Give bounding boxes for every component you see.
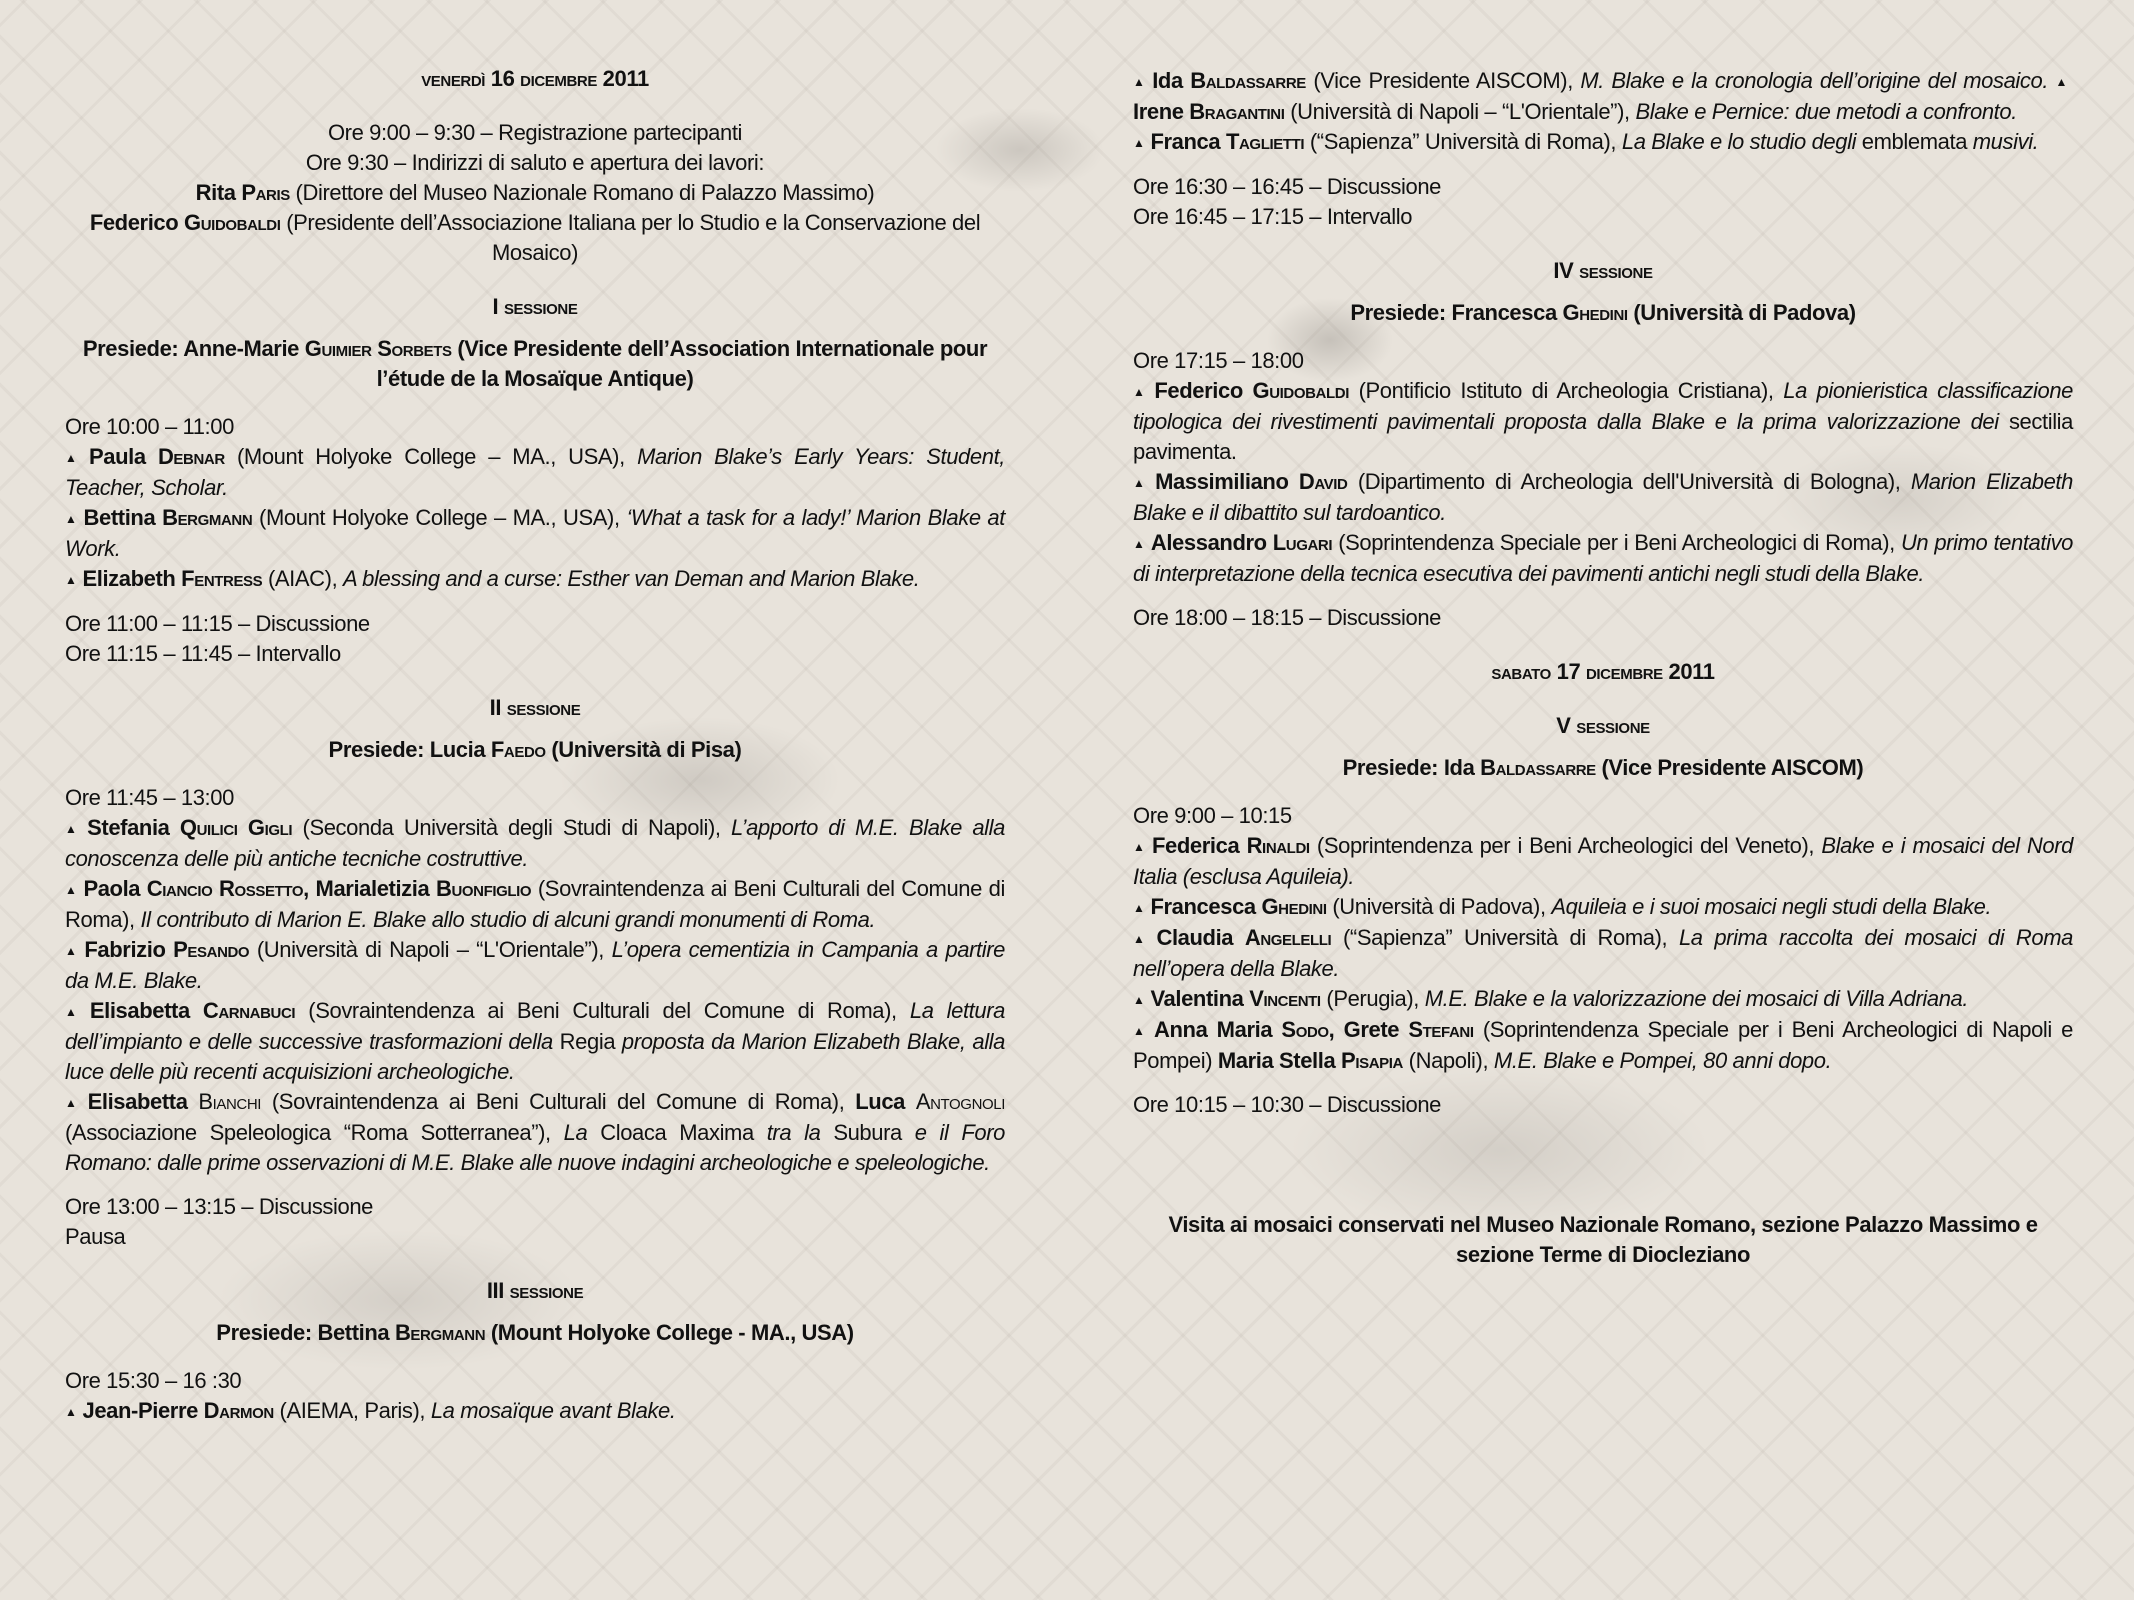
text-segment: Jean-Pierre — [82, 1398, 204, 1423]
talk-item — [65, 564, 1005, 595]
bullet-triangle-icon: ▲ — [1133, 901, 1145, 915]
text-segment: Un primo tentativo di interpretazione della tecnica esecutiva dei pavimenti antichi negli studi della Blake. — [1133, 530, 2074, 586]
schedule-lines — [65, 609, 1005, 669]
opening-line — [65, 178, 1005, 208]
bullet-triangle-icon: ▲ — [65, 1096, 82, 1110]
text-segment: Guimier Sorbets — [304, 336, 452, 361]
text-segment: Carnabuci — [202, 998, 296, 1023]
text-segment: M.E. Blake e Pompei, 80 anni dopo. — [1493, 1048, 1832, 1073]
bullet-triangle-icon: ▲ — [2055, 75, 2067, 89]
text-segment: , Marialetizia — [303, 876, 436, 901]
text-segment: Marion Elizabeth Blake e il dibattito sul tardoantico. — [1133, 469, 2073, 525]
section-heading: III sessione — [486, 1278, 584, 1303]
bullet-triangle-icon: ▲ — [65, 883, 78, 897]
text-segment: sectilia pavimenta — [1133, 409, 2073, 464]
text-segment: Baldassarre — [1190, 68, 1306, 93]
text-segment: (Università di Padova) — [1627, 300, 1856, 325]
talk-item — [65, 813, 1005, 874]
bullet-triangle-icon: ▲ — [1133, 385, 1149, 399]
bullet-triangle-icon: ▲ — [1133, 136, 1145, 150]
text-segment: Franca — [1150, 129, 1226, 154]
talk-item — [65, 442, 1005, 503]
text-segment: Presiede: Lucia — [328, 737, 491, 762]
section-heading: sabato 17 dicembre 2011 — [1491, 659, 1715, 684]
text-segment: emblemata — [1861, 129, 1973, 154]
session-chair — [1133, 753, 2073, 783]
talk-list — [1133, 66, 2073, 158]
schedule-line: Ore 18:00 – 18:15 – Discussione — [1133, 605, 1442, 630]
bullet-triangle-icon: ▲ — [1133, 75, 1147, 89]
text-segment: Luca — [855, 1089, 916, 1114]
text-segment: (Mount Holyoke College – MA., USA), — [252, 505, 627, 530]
text-segment: A blessing and a curse: Esther van Deman and Marion Blake. — [343, 566, 920, 591]
section-heading: II sessione — [489, 695, 581, 720]
schedule-lines — [1133, 172, 2073, 232]
session-chair — [65, 334, 1005, 394]
text-segment: Federico — [89, 210, 185, 235]
text-segment: L’apporto di M.E. Blake alla conoscenza delle più antiche tecniche costruttive. — [65, 815, 1005, 871]
talk-item — [1133, 892, 2073, 923]
bullet-triangle-icon: ▲ — [1133, 840, 1147, 854]
time-slot: Ore 11:45 – 13:00 — [65, 785, 234, 810]
text-segment: La prima raccolta dei mosaici di Roma nell’opera della Blake. — [1133, 925, 2073, 981]
text-segment: Darmon — [203, 1398, 274, 1423]
text-segment: Claudia — [1156, 925, 1245, 950]
schedule-line: Ore 16:30 – 16:45 – Discussione — [1133, 174, 1442, 199]
text-segment: Irene — [1133, 99, 1190, 124]
schedule-line: Pausa — [65, 1224, 126, 1249]
talk-item — [1133, 831, 2073, 892]
text-segment: Bettina — [83, 505, 163, 530]
text-segment: Baldassarre — [1480, 755, 1596, 780]
talk-item — [65, 503, 1005, 564]
text-segment: Ore 9:00 – 9:30 – Registrazione partecipanti — [327, 120, 743, 145]
talk-item — [1133, 127, 2073, 158]
text-segment: Cloaca Maxima — [600, 1120, 754, 1145]
text-segment: (Vice Presidente AISCOM), — [1305, 68, 1581, 93]
text-segment: Rinaldi — [1246, 833, 1310, 858]
opening-block — [65, 118, 1005, 268]
session-chair — [65, 735, 1005, 765]
text-segment: Francesca — [1150, 894, 1262, 919]
text-segment: Elisabetta — [87, 1089, 199, 1114]
text-segment: Vincenti — [1249, 986, 1321, 1011]
text-segment: (Associazione Speleologica “Roma Sotterranea”), — [65, 1120, 564, 1145]
text-segment: Faedo — [490, 737, 546, 762]
text-segment: (Università di Pisa) — [545, 737, 742, 762]
text-segment: Federica — [1152, 833, 1247, 858]
text-segment: Quilici Gigli — [179, 815, 293, 840]
closing-visit-note: Visita ai mosaici conservati nel Museo Nazionale Romano, sezione Palazzo Massimo e sezione Terme di Diocleziano — [1168, 1212, 2038, 1267]
text-segment: (Soprintendenza Speciale per i Beni Archeologici di Roma), — [1332, 530, 1901, 555]
talk-item — [1133, 467, 2073, 528]
bullet-triangle-icon: ▲ — [1133, 932, 1151, 946]
talk-item — [1133, 1015, 2073, 1076]
bullet-triangle-icon: ▲ — [1133, 537, 1145, 551]
bullet-triangle-icon: ▲ — [1133, 476, 1150, 490]
text-segment: Bergmann — [162, 505, 253, 530]
time-slot: Ore 9:00 – 10:15 — [1133, 803, 1292, 828]
section-heading: V sessione — [1556, 713, 1650, 738]
text-segment: (Università di Napoli – “L'Orientale”), — [1284, 99, 1636, 124]
text-segment: (“Sapienza” Università di Roma), — [1304, 129, 1622, 154]
text-segment: Ghedini — [1562, 300, 1628, 325]
text-segment: . — [1230, 439, 1237, 464]
schedule-line: Ore 10:15 – 10:30 – Discussione — [1133, 1092, 1442, 1117]
text-segment: Guidobaldi — [184, 210, 281, 235]
text-segment: Pesando — [173, 937, 250, 962]
text-segment: Bragantini — [1189, 99, 1285, 124]
text-segment: (Università di Padova), — [1326, 894, 1552, 919]
talk-item — [1133, 923, 2073, 984]
text-segment: (Sovraintendenza ai Beni Culturali del Comune di Roma), — [295, 998, 910, 1023]
talk-item — [65, 1087, 1005, 1178]
text-segment: (Soprintendenza Speciale per i Beni Archeologici di Napoli e Pompei) — [1133, 1017, 2074, 1073]
text-segment: Lugari — [1272, 530, 1333, 555]
text-segment: M.E. Blake e la valorizzazione dei mosaici di Villa Adriana. — [1424, 986, 1969, 1011]
text-segment: musivi. — [1972, 129, 2039, 154]
text-segment: Stefania — [87, 815, 180, 840]
text-segment: (Università di Napoli – “L'Orientale”), — [249, 937, 612, 962]
text-segment: Aquileia e i suoi mosaici negli studi della Blake. — [1551, 894, 1992, 919]
schedule-lines — [65, 1192, 1005, 1252]
session-chair — [65, 1318, 1005, 1348]
section-heading: IV sessione — [1553, 258, 1653, 283]
text-segment: Paula — [89, 444, 158, 469]
bullet-triangle-icon: ▲ — [65, 822, 82, 836]
bullet-triangle-icon: ▲ — [65, 1005, 84, 1019]
text-segment: (Sovraintendenza ai Beni Culturali del Comune di Roma), — [65, 876, 1005, 932]
opening-line — [65, 208, 1005, 268]
text-segment: Federico — [1154, 378, 1253, 403]
text-segment: La Blake e lo studio degli — [1621, 129, 1862, 154]
schedule-line: Ore 11:00 – 11:15 – Discussione — [65, 611, 370, 636]
bullet-triangle-icon: ▲ — [65, 451, 83, 465]
bullet-triangle-icon: ▲ — [1133, 1024, 1149, 1038]
text-segment: (AIEMA, Paris), — [273, 1398, 431, 1423]
talk-item — [65, 1396, 1005, 1427]
text-segment: Marion Blake’s Early Years: Student, Teacher, Scholar. — [65, 444, 1005, 500]
talk-item — [1133, 376, 2073, 467]
text-segment: Presiede: Anne-Marie — [82, 336, 305, 361]
text-segment: Regia — [559, 1029, 616, 1054]
text-segment: (Sovraintendenza ai Beni Culturali del Comune di Roma), — [261, 1089, 856, 1114]
bullet-triangle-icon: ▲ — [1133, 993, 1145, 1007]
text-segment: Paola — [83, 876, 147, 901]
talk-list — [65, 1366, 1005, 1427]
bullet-triangle-icon: ▲ — [65, 512, 78, 526]
text-segment: (Napoli), — [1402, 1048, 1494, 1073]
talk-item — [1133, 528, 2073, 589]
text-segment: Ghedini — [1261, 894, 1327, 919]
text-segment: Debnar — [157, 444, 225, 469]
opening-line — [65, 118, 1005, 148]
text-segment: Bergmann — [394, 1320, 486, 1345]
bullet-triangle-icon: ▲ — [65, 944, 79, 958]
time-slot: Ore 17:15 – 18:00 — [1133, 348, 1304, 373]
text-segment: Massimiliano — [1155, 469, 1299, 494]
talk-list — [1133, 346, 2073, 589]
text-segment: Il contributo di Marion E. Blake allo studio di alcuni grandi monumenti di Roma. — [140, 907, 876, 932]
talk-item — [65, 935, 1005, 996]
text-segment: Alessandro — [1150, 530, 1273, 555]
text-segment: Presiede: Ida — [1342, 755, 1481, 780]
text-segment: (Pontificio Istituto di Archeologia Cristiana), — [1348, 378, 1784, 403]
text-segment: (AIAC), — [262, 566, 344, 591]
text-segment: (Perugia), — [1320, 986, 1425, 1011]
text-segment: Elizabeth — [82, 566, 182, 591]
text-segment: Ciancio Rossetto — [146, 876, 304, 901]
text-segment: proposta da Marion Elizabeth Blake, alla luce delle più recenti acquisizioni archeologiche. — [65, 1029, 1006, 1084]
text-segment: La — [563, 1120, 601, 1145]
text-segment: Ida — [1152, 68, 1191, 93]
text-segment: Anna Maria — [1154, 1017, 1282, 1042]
text-segment: La pionieristica classificazione tipologica dei rivestimenti pavimentali proposta dalla Blake e la prima valorizzazione dei — [1133, 378, 2073, 434]
text-segment: Fabrizio — [84, 937, 174, 962]
talk-item — [1133, 66, 2073, 127]
text-segment: Antognoli — [915, 1089, 1005, 1114]
text-segment: (Mount Holyoke College - MA., USA) — [485, 1320, 854, 1345]
text-segment: Elisabetta — [89, 998, 203, 1023]
text-segment: Bianchi — [198, 1089, 262, 1114]
text-segment: (Seconda Università degli Studi di Napoli), — [292, 815, 731, 840]
program-column-right — [1133, 66, 2073, 1270]
text-segment: Presiede: Bettina — [216, 1320, 395, 1345]
text-segment: M. Blake e la cronologia dell’origine del mosaico. — [1580, 68, 2056, 93]
schedule-line: Ore 13:00 – 13:15 – Discussione — [65, 1194, 374, 1219]
section-heading: venerdì 16 dicembre 2011 — [421, 66, 649, 91]
time-slot: Ore 15:30 – 16 :30 — [65, 1368, 242, 1393]
text-segment: Blake e i mosaici del Nord Italia (esclusa Aquileia). — [1133, 833, 2073, 889]
schedule-line: Ore 16:45 – 17:15 – Intervallo — [1133, 204, 1413, 229]
text-segment: ‘What a task for a lady!’ Marion Blake at Work. — [65, 505, 1005, 561]
text-segment: (Mount Holyoke College – MA., USA), — [224, 444, 638, 469]
text-segment: Guidobaldi — [1252, 378, 1349, 403]
program-column-left — [65, 64, 1005, 1441]
bullet-triangle-icon: ▲ — [65, 1405, 77, 1419]
talk-list — [65, 783, 1005, 1178]
talk-item — [65, 874, 1005, 935]
schedule-lines — [1133, 1090, 2073, 1120]
text-segment: tra la — [753, 1120, 834, 1145]
text-segment: Buonfiglio — [435, 876, 532, 901]
text-segment: Sodo — [1281, 1017, 1329, 1042]
talk-item — [65, 996, 1005, 1087]
text-segment: (“Sapienza” Università di Roma), — [1331, 925, 1679, 950]
talk-item — [1133, 984, 2073, 1015]
bullet-triangle-icon: ▲ — [65, 573, 77, 587]
text-segment: La mosaïque avant Blake. — [430, 1398, 676, 1423]
text-segment: Valentina — [1150, 986, 1250, 1011]
text-segment: L’opera cementizia in Campania a partire da M.E. Blake. — [65, 937, 1006, 993]
talk-list — [1133, 801, 2073, 1076]
talk-list — [65, 412, 1005, 595]
text-segment: Fentress — [181, 566, 263, 591]
text-segment: Pisapia — [1341, 1048, 1403, 1073]
text-segment: Ore 9:30 – Indirizzi di saluto e apertura dei lavori: — [305, 150, 765, 175]
text-segment: (Direttore del Museo Nazionale Romano di Palazzo Massimo) — [289, 180, 875, 205]
text-segment: Paris — [241, 180, 290, 205]
opening-line — [65, 148, 1005, 178]
text-segment: Subura — [833, 1120, 902, 1145]
text-segment: (Vice Presidente dell’Association Internationale pour l’étude de la Mosaïque Antique) — [376, 336, 988, 391]
text-segment: Stefani — [1408, 1017, 1474, 1042]
schedule-lines — [1133, 603, 2073, 633]
text-segment: (Dipartimento di Archeologia dell'Università di Bologna), — [1347, 469, 1911, 494]
text-segment: (Presidente dell’Associazione Italiana per lo Studio e la Conservazione del Mosaico) — [280, 210, 981, 265]
text-segment: Rita — [195, 180, 242, 205]
text-segment: (Soprintendenza per i Beni Archeologici del Veneto), — [1309, 833, 1822, 858]
time-slot: Ore 10:00 – 11:00 — [65, 414, 234, 439]
text-segment: Blake e Pernice: due metodi a confronto. — [1635, 99, 2017, 124]
schedule-line: Ore 11:15 – 11:45 – Intervallo — [65, 641, 341, 666]
text-segment: Angelelli — [1244, 925, 1332, 950]
section-heading: I sessione — [492, 294, 578, 319]
text-segment: (Vice Presidente AISCOM) — [1595, 755, 1864, 780]
text-segment: Taglietti — [1225, 129, 1305, 154]
text-segment: e il Foro Romano: dalle prime osservazioni di M.E. Blake alle nuove indagini archeologiche e speleologiche. — [65, 1120, 1005, 1175]
text-segment: , Grete — [1328, 1017, 1409, 1042]
text-segment: La lettura dell’impianto e delle successive trasformazioni della — [65, 998, 1005, 1054]
text-segment: David — [1298, 469, 1348, 494]
text-segment: Presiede: Francesca — [1350, 300, 1563, 325]
session-chair — [1133, 298, 2073, 328]
text-segment: Maria Stella — [1217, 1048, 1342, 1073]
